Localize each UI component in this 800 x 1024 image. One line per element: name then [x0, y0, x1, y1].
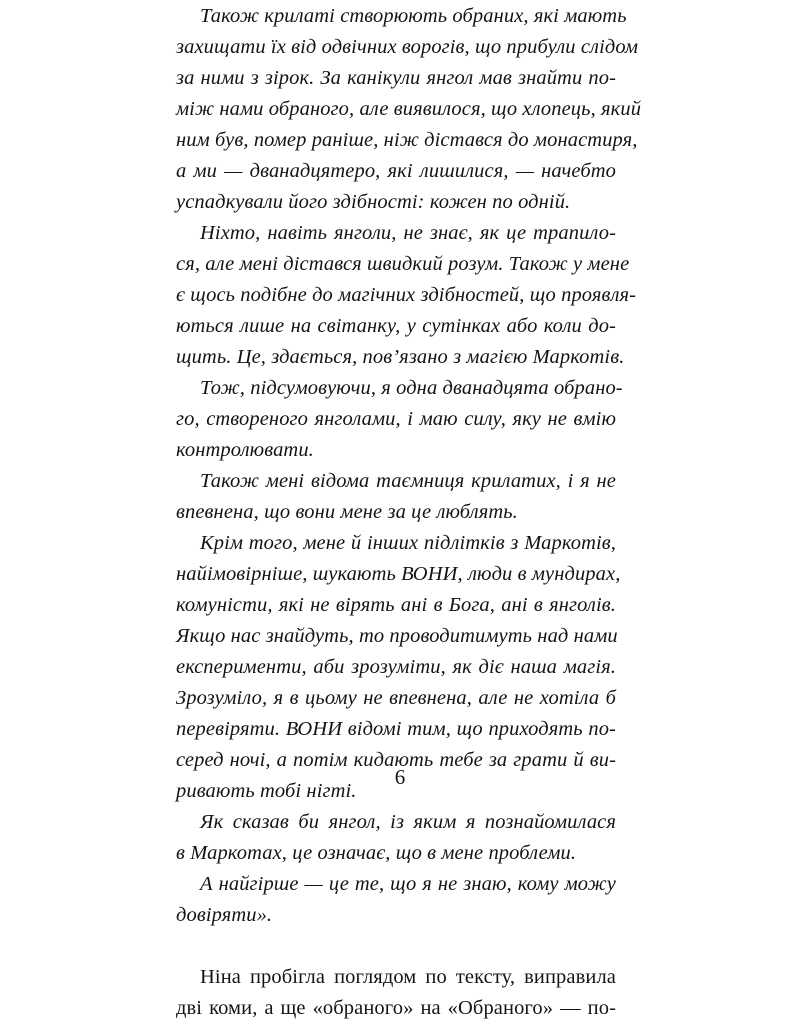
text-line: контролювати.	[176, 439, 314, 461]
text-line: го, створеного янголами, і маю силу, яку не вмію	[176, 408, 616, 430]
paragraph-gap	[176, 931, 616, 962]
text-line: експерименти, аби зрозуміти, як діє наша магія.	[176, 656, 616, 678]
text-line: Як сказав би янгол, із яким я познайомилася	[200, 811, 616, 833]
text-line: довіряти».	[176, 904, 273, 926]
page-number: 6	[394, 765, 406, 789]
text-line: захищати їх від одвічних ворогів, що прибули слідом	[176, 36, 639, 58]
text-line: серед ночі, а потім кидають тебе за грати й ви-	[176, 749, 616, 771]
text-line: за ними з зірок. За канікули янгол мав знайти по-	[176, 67, 616, 89]
text-line: комуністи, які не вірять ані в Бога, ані в янголів.	[176, 594, 616, 616]
text-line: Тож, підсумовуючи, я одна дванадцята обрано-	[200, 377, 623, 399]
text-line: Також мені відома таємниця крилатих, і я не	[200, 470, 616, 492]
text-line: Також крилаті створюють обраних, які мають	[200, 5, 627, 27]
text-line: Зрозуміло, я в цьому не впевнена, але не хотіла б	[176, 687, 616, 709]
text-line: а ми — дванадцятеро, які лишилися, — начебто	[176, 160, 616, 182]
text-line: Крім того, мене й інших підлітків з Маркотів,	[200, 532, 616, 554]
text-line: ривають тобі нігті.	[176, 780, 357, 802]
text-line: ються лише на світанку, у сутінках або коли до-	[176, 315, 616, 337]
text-line: дві коми, а ще «обраного» на «Обраного» — по-	[176, 997, 616, 1019]
text-line: в Маркотах, це означає, що в мене проблеми.	[176, 842, 577, 864]
text-line: впевнена, що вони мене за це люблять.	[176, 501, 518, 523]
text-line: Якщо нас знайдуть, то проводитимуть над нами	[176, 625, 618, 647]
text-line: А найгірше — це те, що я не знаю, кому можу	[200, 873, 616, 895]
text-line: успадкували його здібності: кожен по одній.	[176, 191, 571, 213]
text-line: щить. Це, здається, пов’язано з магією Маркотів.	[176, 346, 625, 368]
text-line: між нами обраного, але виявилося, що хлопець, який	[176, 98, 642, 120]
text-line: найімовірніше, шукають ВОНИ, люди в мундирах,	[176, 563, 621, 585]
text-line: ним був, помер раніше, ніж дістався до монастиря,	[176, 129, 638, 151]
text-line: є щось подібне до магічних здібностей, що проявля-	[176, 284, 637, 306]
text-line: ся, але мені дістався швидкий розум. Також у мене	[176, 253, 630, 275]
text-line: Ніхто, навіть янголи, не знає, як це трапило-	[200, 222, 616, 244]
narrative-text	[176, 962, 616, 1024]
text-line: Ніна пробігла поглядом по тексту, виправила	[200, 966, 616, 988]
text-line: перевіряти. ВОНИ відомі тим, що приходять по-	[176, 718, 616, 740]
text-column	[176, 1, 642, 1024]
